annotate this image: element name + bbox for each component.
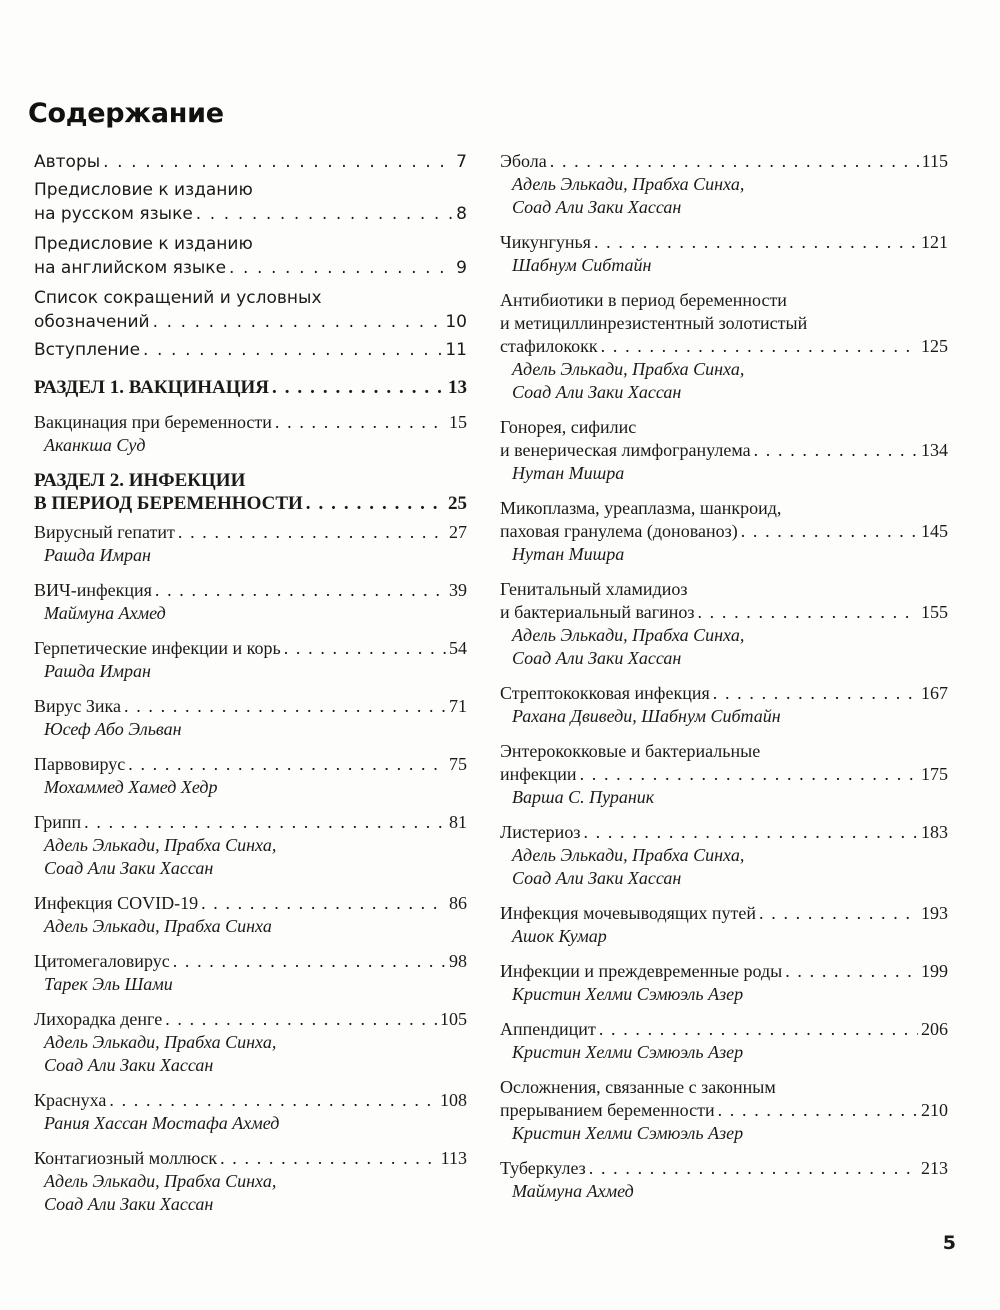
toc-authors: Соад Али Заки Хассан — [44, 1194, 214, 1214]
toc-page-number: 25 — [448, 493, 467, 514]
dot-leader — [143, 338, 442, 362]
toc-title: Предисловие к изданию — [34, 234, 253, 254]
dot-leader — [275, 411, 446, 434]
toc-page-number: 75 — [449, 754, 467, 774]
dot-leader — [165, 1008, 437, 1031]
toc-authors: Адель Элькади, Прабха Синха, — [44, 1171, 277, 1191]
dot-leader — [589, 1157, 918, 1180]
toc-title-line — [500, 1099, 948, 1122]
toc-entry — [34, 411, 467, 457]
toc-page-number: 81 — [449, 812, 467, 832]
toc-entry — [34, 286, 467, 334]
toc-authors: Ашок Кумар — [512, 926, 607, 946]
dot-leader — [173, 950, 446, 973]
toc-title: Вступление — [34, 340, 141, 360]
toc-title-line — [34, 376, 467, 399]
toc-authors: Кристин Хелми Сэмюэль Азер — [512, 1123, 744, 1143]
dot-leader — [713, 682, 918, 705]
dot-leader — [306, 492, 445, 515]
toc-entry — [34, 338, 467, 362]
toc-title: Лихорадка денге — [34, 1009, 163, 1029]
dot-leader — [759, 902, 918, 925]
toc-entry — [34, 178, 467, 226]
toc-page-number: 108 — [440, 1090, 467, 1110]
toc-title: Антибиотики в период беременности — [500, 290, 787, 310]
toc-authors: Соад Али Заки Хассан — [44, 1055, 214, 1075]
dot-leader — [84, 811, 446, 834]
toc-title-line — [34, 753, 467, 776]
toc-authors: Мохаммед Хамед Хедр — [44, 777, 218, 797]
toc-entry — [34, 521, 467, 567]
toc-authors: Рашда Имран — [44, 545, 151, 565]
toc-page-number: 54 — [449, 638, 467, 658]
toc-title-line — [34, 521, 467, 544]
toc-title: Листериоз — [500, 822, 581, 842]
toc-title: стафилококк — [500, 336, 598, 356]
toc-page-number: 167 — [921, 683, 948, 703]
toc-authors: Соад Али Заки Хассан — [512, 197, 682, 217]
dot-leader — [201, 892, 446, 915]
toc-entry — [34, 753, 467, 799]
toc-title: на английском языке — [34, 258, 227, 278]
toc-page-number: 7 — [456, 152, 467, 172]
toc-authors: Кристин Хелми Сэмюэль Азер — [512, 1042, 744, 1062]
toc-title: обозначений — [34, 312, 150, 332]
toc-title: Краснуха — [34, 1090, 107, 1110]
toc-page-number: 9 — [456, 258, 467, 278]
toc-entry — [500, 960, 948, 1006]
toc-authors: Юсеф Або Эльван — [44, 719, 182, 739]
toc-entry — [500, 902, 948, 948]
toc-authors: Маймуна Ахмед — [512, 1181, 634, 1201]
toc-page-number: 206 — [921, 1019, 948, 1039]
toc-authors: Нутан Мишра — [512, 544, 625, 564]
toc-authors: Адель Элькади, Прабха Синха, — [44, 835, 277, 855]
toc-entry — [34, 892, 467, 938]
toc-authors: Рахана Двиведи, Шабнум Сибтайн — [512, 706, 781, 726]
toc-entry — [34, 637, 467, 683]
toc-page-number: 210 — [921, 1100, 948, 1120]
toc-title: Вирус Зика — [34, 696, 122, 716]
toc-entry — [500, 497, 948, 566]
toc-authors: Адель Элькади, Прабха Синха — [44, 916, 272, 936]
toc-title: Аппендицит — [500, 1019, 596, 1039]
dot-leader — [128, 753, 446, 776]
toc-entry — [34, 1147, 467, 1216]
toc-entry — [500, 821, 948, 890]
toc-title-line — [34, 892, 467, 915]
toc-entry — [500, 578, 948, 670]
toc-page-number: 145 — [921, 521, 948, 541]
dot-leader — [229, 256, 453, 280]
toc-page-number: 15 — [449, 412, 467, 432]
toc-authors: Шабнум Сибтайн — [512, 255, 652, 275]
toc-right-column — [500, 150, 948, 1203]
toc-authors: Рания Хассан Мостафа Ахмед — [44, 1113, 280, 1133]
toc-authors: Тарек Эль Шами — [44, 974, 173, 994]
toc-section — [34, 469, 467, 515]
toc-page-number: 134 — [921, 440, 948, 460]
toc-title: Генитальный хламидиоз — [500, 579, 688, 599]
toc-title-line — [500, 960, 948, 983]
toc-title-line — [34, 202, 467, 226]
toc-entry — [34, 950, 467, 996]
dot-leader — [550, 150, 919, 173]
toc-title: Туберкулез — [500, 1158, 586, 1178]
toc-page-number: 125 — [921, 336, 948, 356]
toc-title-line — [34, 695, 467, 718]
toc-title: паховая гранулема (донованоз) — [500, 521, 738, 541]
toc-page-number: 10 — [445, 312, 467, 332]
toc-authors: Соад Али Заки Хассан — [512, 382, 682, 402]
toc-page-number: 115 — [921, 151, 948, 171]
toc-title: Вирусный гепатит — [34, 522, 175, 542]
toc-title: Цитомегаловирус — [34, 951, 170, 971]
toc-page-number: 113 — [440, 1148, 467, 1168]
toc-page-number: 175 — [921, 764, 948, 784]
toc-title: Инфекция COVID-19 — [34, 893, 199, 913]
toc-title-line — [500, 1157, 948, 1180]
toc-title-line — [34, 310, 467, 334]
toc-title: Вакцинация при беременности — [34, 412, 272, 432]
toc-page-number: 86 — [449, 893, 467, 913]
toc-authors: Адель Элькади, Прабха Синха, — [44, 1032, 277, 1052]
dot-leader — [124, 695, 446, 718]
toc-title: Грипп — [34, 812, 82, 832]
toc-page-number: 39 — [449, 580, 467, 600]
toc-title-line — [34, 150, 467, 174]
dot-leader — [601, 335, 918, 358]
toc-title-line — [500, 335, 948, 358]
toc-title: РАЗДЕЛ 2. ИНФЕКЦИИ — [34, 470, 246, 491]
dot-leader — [580, 763, 918, 786]
dot-leader — [785, 960, 918, 983]
toc-entry — [500, 682, 948, 728]
dot-leader — [599, 1018, 918, 1041]
dot-leader — [741, 520, 918, 543]
toc-page-number: 71 — [449, 696, 467, 716]
toc-title: Энтерококковые и бактериальные — [500, 741, 761, 761]
page-number: 5 — [942, 1232, 956, 1254]
toc-page-number: 27 — [449, 522, 467, 542]
toc-authors: Варша С. Пураник — [512, 787, 655, 807]
dot-leader — [178, 521, 446, 544]
page-title: Содержание — [28, 98, 224, 129]
toc-entry — [500, 416, 948, 485]
toc-title: Парвовирус — [34, 754, 126, 774]
toc-title: Герпетические инфекции и корь — [34, 638, 281, 658]
toc-title: Инфекции и преждевременные роды — [500, 961, 783, 981]
toc-title-line — [34, 411, 467, 434]
toc-page-number: 13 — [448, 377, 467, 398]
toc-authors: Кристин Хелми Сэмюэль Азер — [512, 984, 744, 1004]
toc-title-line — [34, 637, 467, 660]
dot-leader — [594, 231, 918, 254]
dot-leader — [272, 376, 445, 399]
toc-title-line — [34, 1147, 467, 1170]
toc-title: и венерическая лимфогранулема — [500, 440, 751, 460]
toc-title: прерыванием беременности — [500, 1100, 715, 1120]
dot-leader — [718, 1099, 918, 1122]
toc-title-line — [500, 439, 948, 462]
toc-entry — [34, 1008, 467, 1077]
toc-authors: Адель Элькади, Прабха Синха, — [512, 359, 745, 379]
toc-title-line — [500, 231, 948, 254]
toc-title: Инфекция мочевыводящих путей — [500, 903, 757, 923]
toc-title-line — [500, 902, 948, 925]
toc-entry — [500, 1157, 948, 1203]
toc-title-line — [34, 811, 467, 834]
dot-leader — [153, 310, 443, 334]
toc-title-line — [500, 682, 948, 705]
toc-title: Контагиозный моллюск — [34, 1148, 218, 1168]
toc-title-line — [34, 1008, 467, 1031]
toc-title: Список сокращений и условных — [34, 288, 322, 308]
toc-entry — [500, 150, 948, 219]
toc-page-number: 199 — [921, 961, 948, 981]
toc-title-line — [34, 256, 467, 280]
toc-page-number: 193 — [921, 903, 948, 923]
toc-left-column — [34, 150, 467, 1216]
toc-title-line — [34, 338, 467, 362]
toc-entry — [500, 1076, 948, 1145]
toc-entry — [34, 1089, 467, 1135]
toc-title-line — [34, 1089, 467, 1112]
toc-title-line — [500, 763, 948, 786]
toc-entry — [34, 232, 467, 280]
toc-authors: Маймуна Ахмед — [44, 603, 166, 623]
toc-entry — [500, 1018, 948, 1064]
dot-leader — [155, 579, 446, 602]
toc-title-line — [34, 950, 467, 973]
toc-section — [34, 376, 467, 399]
toc-entry — [34, 811, 467, 880]
dot-leader — [103, 150, 453, 174]
toc-title: Предисловие к изданию — [34, 180, 253, 200]
dot-leader — [284, 637, 446, 660]
toc-authors: Соад Али Заки Хассан — [512, 648, 682, 668]
toc-authors: Нутан Мишра — [512, 463, 625, 483]
dot-leader — [109, 1089, 437, 1112]
toc-title: В ПЕРИОД БЕРЕМЕННОСТИ — [34, 493, 303, 514]
dot-leader — [697, 601, 918, 624]
toc-title-line — [500, 150, 948, 173]
toc-title-line — [34, 579, 467, 602]
toc-page-number: 155 — [921, 602, 948, 622]
toc-authors: Аканкша Суд — [44, 435, 146, 455]
toc-title-line — [34, 492, 467, 515]
dot-leader — [583, 821, 918, 844]
toc-title: ВИЧ-инфекция — [34, 580, 152, 600]
toc-entry — [500, 740, 948, 809]
toc-title: Авторы — [34, 152, 101, 172]
toc-title: РАЗДЕЛ 1. ВАКЦИНАЦИЯ — [34, 377, 270, 398]
toc-title: Стрептококковая инфекция — [500, 683, 710, 703]
toc-title-line — [500, 1018, 948, 1041]
toc-page-number: 105 — [440, 1009, 467, 1029]
dot-leader — [754, 439, 918, 462]
toc-title: и бактериальный вагиноз — [500, 602, 695, 622]
toc-entry — [34, 150, 467, 174]
toc-title: Эбола — [500, 151, 547, 171]
toc-entry — [34, 695, 467, 741]
toc-entry — [34, 579, 467, 625]
toc-title-line — [500, 821, 948, 844]
toc-title: Микоплазма, уреаплазма, шанкроид, — [500, 498, 782, 518]
toc-title-line — [500, 520, 948, 543]
toc-entry — [500, 231, 948, 277]
toc-title: Чикунгунья — [500, 232, 591, 252]
toc-authors: Соад Али Заки Хассан — [44, 858, 214, 878]
toc-page-number: 121 — [921, 232, 948, 252]
toc-page-number: 8 — [456, 204, 467, 224]
toc-authors: Рашда Имран — [44, 661, 151, 681]
toc-title: инфекции — [500, 764, 577, 784]
toc-title: Осложнения, связанные с законным — [500, 1077, 776, 1097]
toc-title-line — [500, 601, 948, 624]
dot-leader — [196, 202, 453, 226]
toc-page-number: 183 — [921, 822, 948, 842]
toc-title: на русском языке — [34, 204, 193, 224]
toc-page-number: 213 — [921, 1158, 948, 1178]
toc-authors: Соад Али Заки Хассан — [512, 868, 682, 888]
toc-page-number: 98 — [449, 951, 467, 971]
toc-authors: Адель Элькади, Прабха Синха, — [512, 845, 745, 865]
toc-title: и метициллинрезистентный золотистый — [500, 313, 808, 333]
toc-authors: Адель Элькади, Прабха Синха, — [512, 625, 745, 645]
toc-page-number: 11 — [445, 340, 467, 360]
toc-title: Гонорея, сифилис — [500, 417, 637, 437]
toc-authors: Адель Элькади, Прабха Синха, — [512, 174, 745, 194]
toc-entry — [500, 289, 948, 404]
dot-leader — [220, 1147, 438, 1170]
